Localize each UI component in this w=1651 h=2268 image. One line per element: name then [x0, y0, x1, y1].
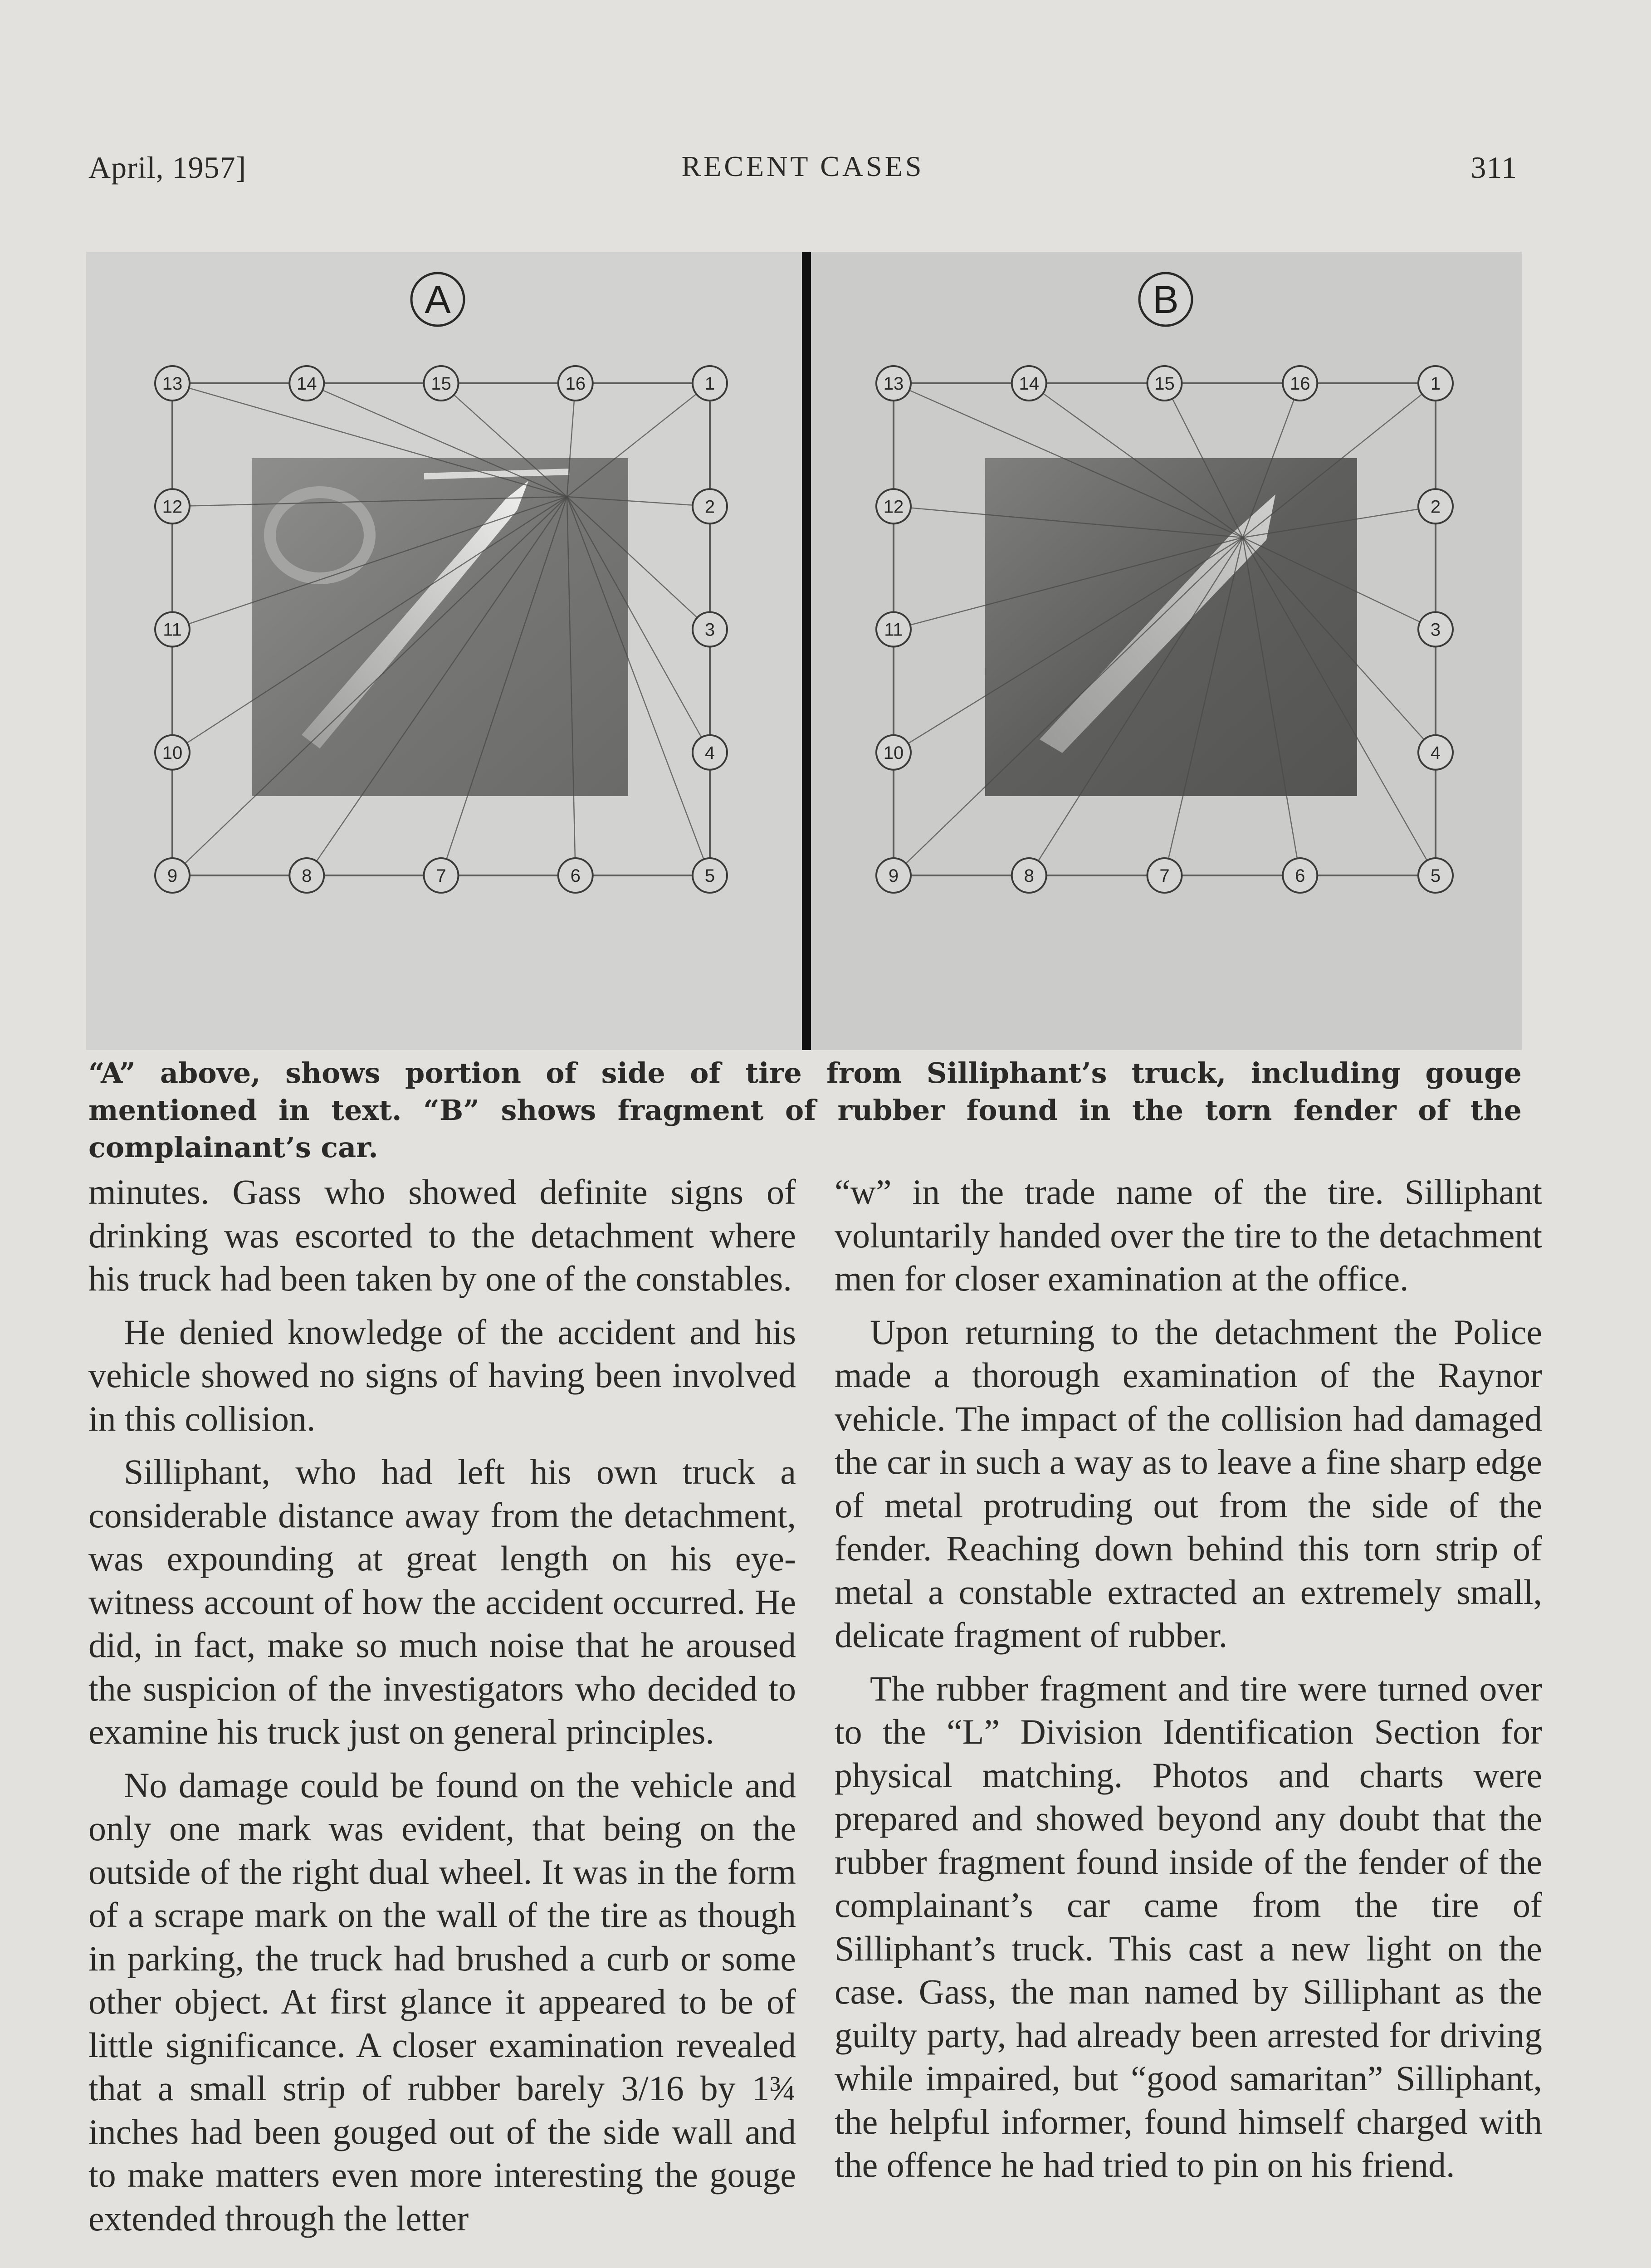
reference-point-label: 10 — [883, 743, 904, 763]
left-column — [88, 1170, 796, 2250]
paragraph: No damage could be found on the vehicle and only one mark was evident, that being on the outside of the right dual wheel. It was in the form of a scrape mark on the wall of the tire as though in parking, the truck had brushed a curb or some other object. At first glance it appeared to be of little significance. A closer examination revealed that a small strip of rubber barely 3/16 by 1¾ inches had been gouged out of the side wall and to make matters even more interesting the gouge extended through the letter — [88, 1765, 796, 2238]
reference-point-label: 9 — [888, 866, 899, 886]
paragraph: Silliphant, who had left his own truck a considerable distance away from the detachment, was expounding at great length on his eye-witness account of how the accident occurred. He did, in fact, make so much noise that he aroused the suspicion of the investigators who decided to examine his truck just on general principles. — [88, 1452, 796, 1751]
reference-point-label: 1 — [1430, 374, 1441, 394]
reference-point-label: 11 — [163, 620, 182, 640]
reference-point-label: 3 — [1430, 620, 1441, 640]
figure-caption: “A” above, shows portion of side of tire from Silliphant’s truck, including gouge mentioned in text. “B” shows fragment of rubber found in the torn fender of the complainant’s car. — [88, 1056, 1522, 1164]
reference-point-label: 5 — [1430, 866, 1441, 886]
reference-point-label: 6 — [1295, 866, 1305, 886]
paragraph: “w” in the trade name of the tire. Silliphant voluntarily handed over the tire to the detachment men for closer examination at the office. — [835, 1172, 1542, 1298]
reference-point-label: 10 — [162, 743, 183, 763]
reference-point-label: 3 — [704, 620, 715, 640]
reference-point-label: 7 — [436, 866, 446, 886]
reference-point-label: 8 — [302, 866, 312, 886]
reference-point-label: 5 — [704, 866, 715, 886]
reference-point-label: 15 — [431, 374, 451, 394]
panel-divider — [802, 252, 811, 1050]
reference-point-label: 11 — [884, 620, 903, 640]
reference-point-label: 4 — [704, 743, 715, 763]
reference-point-label: 14 — [1019, 374, 1039, 394]
reference-point-label: 7 — [1159, 866, 1170, 886]
paragraph: Upon returning to the detachment the Police made a thorough examination of the Raynor vehicle. The impact of the collision had damaged the car in such a way as to leave a fine sharp edge of metal protruding out from the side of the fender. Reaching down behind this torn strip of metal a constable extracted an extremely small, delicate fragment of rubber. — [835, 1312, 1542, 1655]
reference-point-label: 13 — [162, 374, 183, 394]
reference-point-label: 16 — [1290, 374, 1310, 394]
panel-letter: A — [425, 278, 451, 322]
tire-scrape — [424, 472, 569, 476]
reference-point-label: 4 — [1430, 743, 1441, 763]
reference-point-label: 13 — [883, 374, 904, 394]
reference-point-label: 9 — [167, 866, 178, 886]
paragraph: He denied knowledge of the accident and his vehicle showed no signs of having been involved in this collision. — [88, 1312, 796, 1438]
reference-point-label: 2 — [1430, 497, 1441, 517]
reference-point-label: 12 — [883, 497, 904, 517]
panel-letter: B — [1153, 278, 1179, 322]
reference-point-label: 2 — [704, 497, 715, 517]
header-section-title: RECENT CASES — [681, 150, 924, 182]
comparison-figure — [86, 252, 1522, 1050]
reference-point-label: 8 — [1024, 866, 1034, 886]
right-column — [835, 1170, 1542, 2197]
reference-point-label: 15 — [1154, 374, 1175, 394]
reference-point-label: 12 — [162, 497, 183, 517]
comparison-figure-graphic — [86, 252, 1522, 1050]
reference-point-label: 14 — [297, 374, 317, 394]
page-number: 311 — [1470, 150, 1517, 185]
running-header — [88, 150, 1517, 191]
reference-point-label: 1 — [704, 374, 715, 394]
header-date: April, 1957] — [88, 150, 247, 185]
reference-point-label: 16 — [565, 374, 586, 394]
reference-point-label: 6 — [570, 866, 581, 886]
paragraph: The rubber fragment and tire were turned over to the “L” Division Identification Section for physical matching. Photos and charts were prepared and showed beyond any doubt that the rubber fragment found inside of the fender of the complainant’s car came from the tire of Silliphant’s truck. This cast a new light on the case. Gass, the man named by Silliphant as the guilty party, had already been arrested for driving while impaired, but “good samaritan” Silliphant, the helpful informer, found himself charged with the offence he had tried to pin on his friend. — [835, 1668, 1542, 2185]
paragraph: minutes. Gass who showed definite signs of drinking was escorted to the detachment where his truck had been taken by one of the constables. — [88, 1172, 796, 1298]
